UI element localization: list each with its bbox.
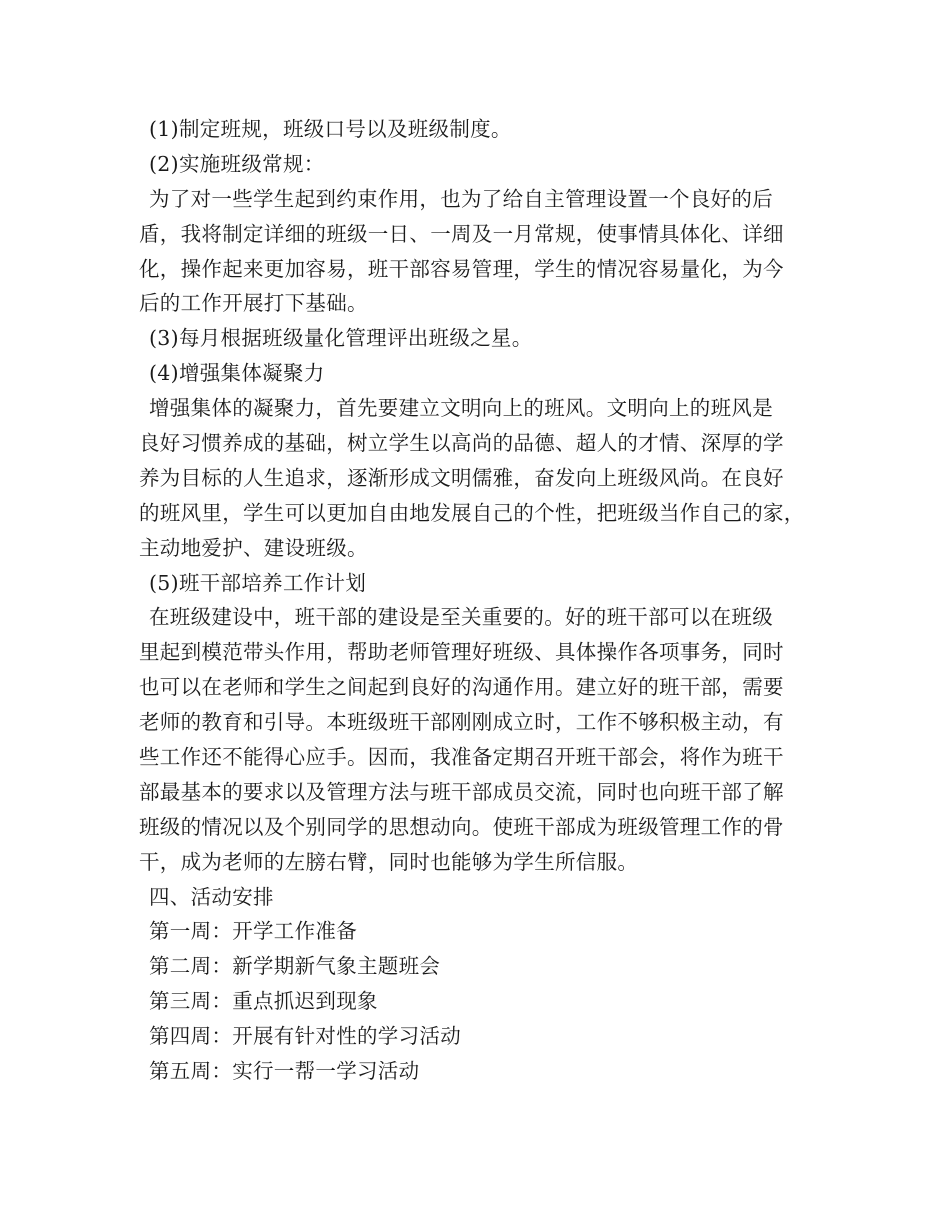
paragraph-line: 后的工作开展打下基础。 [139, 291, 368, 316]
schedule-week-3: 第三周：重点抓迟到现象 [149, 989, 378, 1014]
paragraph-line: 良好习惯养成的基础，树立学生以高尚的品德、超人的才情、深厚的学 [139, 431, 784, 456]
document-body [139, 112, 829, 1089]
paragraph-line: 些工作还不能得心应手。因而，我准备定期召开班干部会，将作为班干 [139, 745, 784, 770]
schedule-week-2: 第二周：新学期新气象主题班会 [149, 954, 441, 979]
schedule-week-1: 第一周：开学工作准备 [149, 919, 357, 944]
item-3-star: (3)每月根据班级量化管理评出班级之星。 [149, 326, 533, 351]
paragraph-line: 干，成为老师的左膀右臂，同时也能够为学生所信服。 [139, 849, 639, 874]
paragraph-line: 为了对一些学生起到约束作用，也为了给自主管理设置一个良好的后 [149, 186, 773, 211]
paragraph-line: 里起到模范带头作用，帮助老师管理好班级、具体操作各项事务，同时 [139, 640, 784, 665]
paragraph-line: 化，操作起来更加容易，班干部容易管理，学生的情况容易量化，为今 [139, 256, 784, 281]
item-5-cadre-plan: (5)班干部培养工作计划 [149, 570, 367, 595]
paragraph-line: 盾，我将制定详细的班级一日、一周及一月常规，使事情具体化、详细 [139, 221, 784, 246]
paragraph-line: 增强集体的凝聚力，首先要建立文明向上的班风。文明向上的班风是 [149, 396, 773, 421]
schedule-week-4: 第四周：开展有针对性的学习活动 [149, 1024, 461, 1049]
section-heading-activities: 四、活动安排 [149, 884, 274, 909]
paragraph-line: 的班风里，学生可以更加自由地发展自己的个性，把班级当作自己的家， [139, 500, 805, 525]
schedule-week-5: 第五周：实行一帮一学习活动 [149, 1059, 420, 1084]
paragraph-line: 班级的情况以及个别同学的思想动向。使班干部成为班级管理工作的骨 [139, 814, 784, 839]
paragraph-line: 主动地爱护、建设班级。 [139, 535, 368, 560]
paragraph-line: 也可以在老师和学生之间起到良好的沟通作用。建立好的班干部，需要 [139, 675, 784, 700]
paragraph-line: 老师的教育和引导。本班级班干部刚刚成立时，工作不够积极主动，有 [139, 710, 784, 735]
paragraph-line: 部最基本的要求以及管理方法与班干部成员交流，同时也向班干部了解 [139, 779, 784, 804]
paragraph-line: 养为目标的人生追求，逐渐形成文明儒雅，奋发向上班级风尚。在良好 [139, 465, 784, 490]
item-4-cohesion: (4)增强集体凝聚力 [149, 361, 325, 386]
item-2-routine: (2)实施班级常规： [149, 151, 325, 176]
paragraph-line: 在班级建设中，班干部的建设是至关重要的。好的班干部可以在班级 [149, 605, 773, 630]
item-1-rules: (1)制定班规，班级口号以及班级制度。 [149, 117, 512, 141]
